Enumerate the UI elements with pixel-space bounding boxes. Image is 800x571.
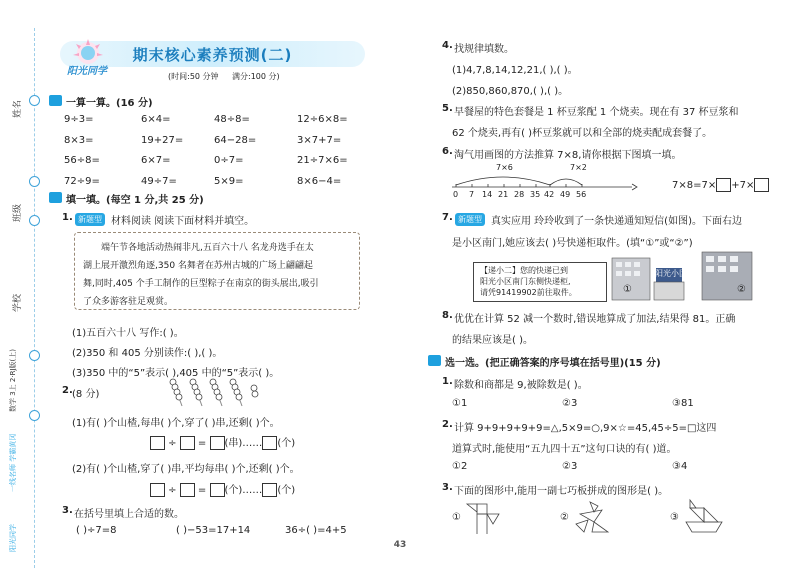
c3-option: ③ (670, 512, 679, 523)
new-type-tag: 新题型 (75, 213, 105, 226)
q1-1: (1)五百六十八 写作:( )。 (72, 328, 184, 339)
q4-number: 4. (442, 40, 453, 51)
q2-2-unit2: (个) (277, 485, 296, 496)
section-icon (49, 95, 62, 106)
c2-number: 2. (442, 419, 453, 430)
brand-logo (64, 38, 112, 76)
c2-option: ②3 (562, 461, 578, 472)
q8-number: 8. (442, 310, 453, 321)
section-2-title: 填一填。(每空 1 分,共 25 分) (66, 195, 204, 206)
c1-option: ③81 (672, 398, 694, 409)
calc-item: 8×3= (64, 134, 94, 146)
q7-number: 7. (442, 212, 453, 223)
tick-label: 28 (514, 190, 525, 199)
calc-item: 9÷3= (64, 114, 94, 125)
locker-1-mark: ① (623, 284, 632, 295)
q7-line: 是小区南门,她应该去( )号快递柜取件。(填“①”或“②”) (452, 238, 693, 249)
binding-dot (29, 410, 40, 421)
tick-label: 7 (469, 190, 475, 199)
reading-line: 了众多游客驻足观赏。 (83, 297, 174, 307)
q2-1-unit: (串)…… (224, 438, 263, 449)
q4-2: (2)850,860,870,( ),( )。 (452, 86, 569, 97)
q8-line: 的结果应该是( )。 (452, 335, 533, 346)
c1-option: ②3 (562, 398, 578, 409)
calc-item: 19+27= (141, 134, 184, 146)
sidebar (0, 0, 40, 571)
q3-number: 3. (62, 505, 73, 516)
tangram-figure-2 (572, 500, 612, 540)
notice-line: 【递小二】您的快递已到 (480, 266, 568, 275)
book-label: 数学 3上 2·RJ版(上) (9, 349, 17, 412)
locker-2-mark: ② (737, 284, 746, 295)
arc-label: 7×2 (570, 163, 587, 172)
tick-label: 0 (453, 190, 459, 199)
reading-box (74, 232, 360, 310)
binding-dot (29, 95, 40, 106)
c2-option: ③4 (672, 461, 688, 472)
q3-item: ( )÷7=8 (76, 525, 117, 536)
school-label: 学校 (13, 293, 23, 312)
binding-dot (29, 176, 40, 187)
calc-item: 6×4= (141, 114, 171, 125)
q5-number: 5. (442, 103, 453, 114)
number-line (448, 163, 638, 209)
calc-item: 5×9= (214, 175, 244, 187)
c1-text: 除数和商都是 9,被除数是( )。 (454, 380, 588, 391)
calc-item: 6×7= (141, 155, 171, 166)
calc-item: 49÷7= (141, 175, 177, 187)
q3-item: 36÷( )=4+5 (285, 525, 347, 536)
c3-option: ② (560, 512, 569, 523)
q2-2: (2)有( )个山楂,穿了( )串,平均每串( )个,还剩( )个。 (72, 464, 300, 475)
calc-item: 48÷8= (214, 114, 250, 125)
q3-text: 在括号里填上合适的数。 (74, 509, 184, 520)
section-1-title: 一算一算。(16 分) (66, 98, 153, 109)
q5-line: 62 个烧卖,再有( )杯豆浆就可以和全部的烧卖配成套餐了。 (452, 128, 713, 139)
q2-number: 2. (62, 385, 73, 396)
tick-label: 56 (576, 190, 587, 199)
q2-2-unit: (个)…… (224, 485, 263, 496)
section-icon (49, 192, 62, 203)
brand-label: 阳光同学 (9, 524, 17, 552)
reading-line: 端午节各地活动热闹非凡,五百六十八 名龙舟选手在太 (101, 243, 314, 253)
q4-text: 找规律填数。 (454, 44, 514, 55)
tick-label: 35 (530, 190, 541, 199)
c3-option: ① (452, 512, 461, 523)
q2-1: (1)有( )个山楂,每串( )个,穿了( )串,还剩( )个。 (72, 418, 280, 429)
c3-text: 下面的图形中,能用一副七巧板拼成的图形是( )。 (454, 486, 669, 497)
section-icon (428, 355, 441, 366)
tick-label: 14 (482, 190, 493, 199)
c2-line: 道算式时,能使用“五九四十五”这句口诀的有( )道。 (452, 444, 677, 455)
q3-item: ( )−53=17+14 (176, 525, 251, 536)
q1-2: (2)350 和 405 分别读作:( ),( )。 (72, 348, 223, 359)
sms-notice (473, 262, 607, 302)
q1-text: 材料阅读 阅读下面材料并填空。 (111, 216, 255, 227)
q2-1-unit2: (个) (277, 438, 296, 449)
calc-item: 3×7+7= (297, 134, 342, 146)
q5-line: 早餐屋的特色套餐是 1 杯豆浆配 1 个烧卖。现在有 37 杯豆浆和 (454, 107, 739, 118)
q1-3: (3)350 中的“5”表示( ),405 中的“5”表示( )。 (72, 368, 280, 379)
q6-eq-part: 7×8=7× (672, 180, 717, 191)
page-title: 期末核心素养预测(二) (132, 46, 293, 64)
c2-option: ①2 (452, 461, 468, 472)
arc-label: 7×6 (496, 163, 513, 172)
c1-option: ①1 (452, 398, 468, 409)
brand-text: 阳光同学 (67, 66, 107, 77)
q6-text: 淘气用画图的方法推算 7×8,请你根据下图填一填。 (454, 150, 682, 161)
calc-item: 12÷6×8= (297, 114, 348, 125)
c2-line: 计算 9+9+9+9+9=△,5×9=○,9×☆=45,45÷5=□这四 (454, 423, 717, 434)
gate-sign: 阳光小区 (655, 269, 687, 278)
page-number: 43 (393, 540, 407, 550)
q4-1: (1)4,7,8,14,12,21,( ),( )。 (452, 65, 578, 76)
reading-line: 湖上展开激烈角逐,350 名舞者在苏州古城的广场上翩翩起 (83, 261, 313, 271)
new-type-tag: 新题型 (455, 213, 485, 226)
reading-line: 舞,同时,405 个手工制作的巨型粽子在南京的街头展出,吸引 (83, 279, 319, 289)
notice-line: 阳光小区南门东侧快递柜, (480, 277, 571, 286)
time-limit: (时间:50 分钟 (168, 72, 219, 81)
class-label: 班级 (13, 203, 23, 222)
tick-label: 21 (498, 190, 509, 199)
calc-item: 21÷7×6= (297, 155, 348, 166)
tick-label: 49 (560, 190, 571, 199)
c1-number: 1. (442, 376, 453, 387)
q6-eq-part: +7× (731, 180, 755, 191)
q1-number: 1. (62, 212, 73, 223)
hawthorn-sticks-image (168, 378, 260, 412)
q2-2-equation: ÷ = (个)…… (个) (150, 481, 295, 497)
calc-item: 64−28= (214, 134, 257, 146)
q2-score: (8 分) (72, 389, 100, 400)
q6-number: 6. (442, 146, 453, 157)
calc-item: 8×6−4= (297, 175, 342, 187)
q8-line: 优优在计算 52 减一个数时,错误地算成了加法,结果得 81。正确 (454, 314, 736, 325)
tick-label: 42 (544, 190, 555, 199)
binding-dot (29, 350, 40, 361)
tangram-figure-3 (682, 498, 728, 540)
series-label: 一线名师 学霸黄冈 (9, 433, 17, 492)
calc-item: 72÷9= (64, 175, 100, 187)
name-label: 姓名 (13, 99, 23, 118)
c3-number: 3. (442, 482, 453, 493)
q6-equation (672, 178, 769, 192)
notice-line: 请凭91419902前往取件。 (480, 288, 577, 297)
q7-line: 真实应用 玲玲收到了一条快递通知短信(如图)。下面右边 (491, 216, 742, 227)
q2-1-equation: ÷ = (串)…… (个) (150, 434, 295, 450)
binding-dot (29, 215, 40, 226)
tangram-figure-1 (463, 500, 503, 540)
calc-item: 0÷7= (214, 155, 244, 166)
full-score: 满分:100 分) (232, 72, 280, 81)
section-3-title: 选一选。(把正确答案的序号填在括号里)(15 分) (445, 358, 661, 369)
calc-item: 56÷8= (64, 155, 100, 166)
